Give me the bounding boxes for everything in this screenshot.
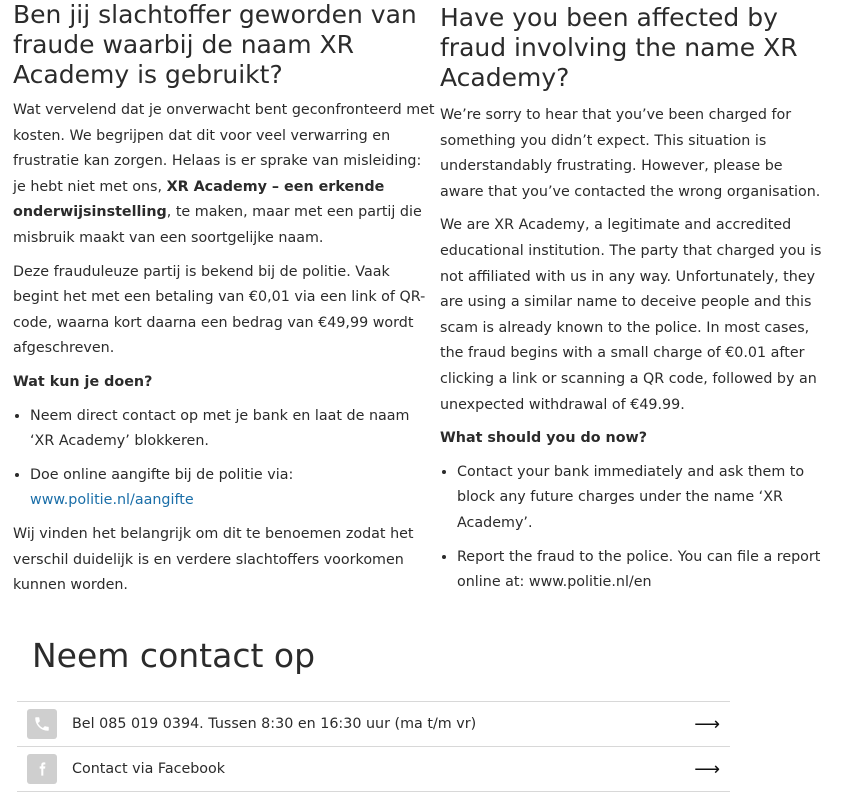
nl-paragraph-2: Deze frauduleuze partij is bekend bij de politie. Vaak begint het met een betaling van €0,01 via een link of QR-code, waarna kort daarna een bedrag van €49,99 wordt afgeschreven. (13, 263, 426, 357)
nl-bullet-1: • Neem direct contact op met je bank en laat de naam ‘XR Academy’ blokkeren. (30, 404, 437, 455)
facebook-icon-svg (34, 760, 50, 778)
contact-title: Neem contact op (32, 636, 316, 675)
nl-p1-bold: XR Academy – een erkende onderwijsinstelling (13, 178, 385, 221)
en-bullet-2: • Report the fraud to the police. You can file a report online at: www.politie.nl/en (457, 545, 830, 596)
nl-title: Ben jij slachtoffer geworden van fraude waarbij de naam XR Academy is gebruikt? (13, 0, 417, 89)
nl-p1-text-a: Wat vervelend dat je onverwacht bent geconfronteerd met kosten. We begrijpen dat dit voor veel verwarring en frustratie kan zorgen. Helaas is er sprake van misleiding: je hebt niet met ons, (13, 102, 435, 195)
politie-aangifte-link[interactable]: www.politie.nl/aangifte (30, 492, 194, 509)
nl-paragraph-3: Wij vinden het belangrijk om dit te benoemen zodat het verschil duidelijk is en verdere slachtoffers voorkomen kunnen worden. (13, 525, 414, 594)
en-paragraph-2: We are XR Academy, a legitimate and accredited educational institution. The party that charged you is not affiliated with us in any way. Unfortunately, they are using a similar name to deceive people and this scam is already known to the police. In most cases, the fraud begins with a small charge of €0.01 after clicking a link or scanning a QR code, followed by an unexpected withdrawal of €49.99. (440, 217, 822, 413)
nl-subheading: Wat kun je doen? (13, 373, 153, 390)
english-column (440, 0, 830, 604)
contact-facebook-row[interactable] (17, 746, 730, 792)
nl-bullet-2 (30, 463, 437, 514)
nl-paragraph-1 (13, 98, 437, 252)
contact-list (17, 701, 730, 792)
nl-bullet-2-text: Doe online aangifte bij de politie via: (30, 466, 294, 483)
nl-p1-text-b: , te maken, maar met een partij die misbruik maakt van een soortgelijke naam. (13, 204, 422, 246)
en-subheading: What should you do now? (440, 430, 648, 447)
en-paragraph-1: We’re sorry to hear that you’ve been charged for something you didn’t expect. This situation is understandably frustrating. However, please be aware that you’ve contacted the wrong organisation. (440, 107, 821, 200)
en-action-list (440, 460, 830, 596)
arrow-right-icon: ⟶ (694, 758, 720, 780)
nl-action-list (13, 404, 437, 514)
dutch-column (13, 0, 437, 607)
contact-phone-label: Bel 085 019 0394. Tussen 8:30 en 16:30 uur (ma t/m vr) (72, 716, 477, 732)
phone-icon (27, 709, 57, 739)
contact-facebook-label: Contact via Facebook (72, 761, 226, 777)
facebook-icon (27, 754, 57, 784)
en-bullet-1: • Contact your bank immediately and ask them to block any future charges under the name ‘XR Academy’. (457, 460, 830, 537)
contact-phone-row[interactable] (17, 701, 730, 746)
phone-icon-svg (33, 715, 51, 733)
en-title: Have you been affected by fraud involving the name XR Academy? (440, 3, 798, 92)
arrow-right-icon: ⟶ (694, 713, 720, 735)
